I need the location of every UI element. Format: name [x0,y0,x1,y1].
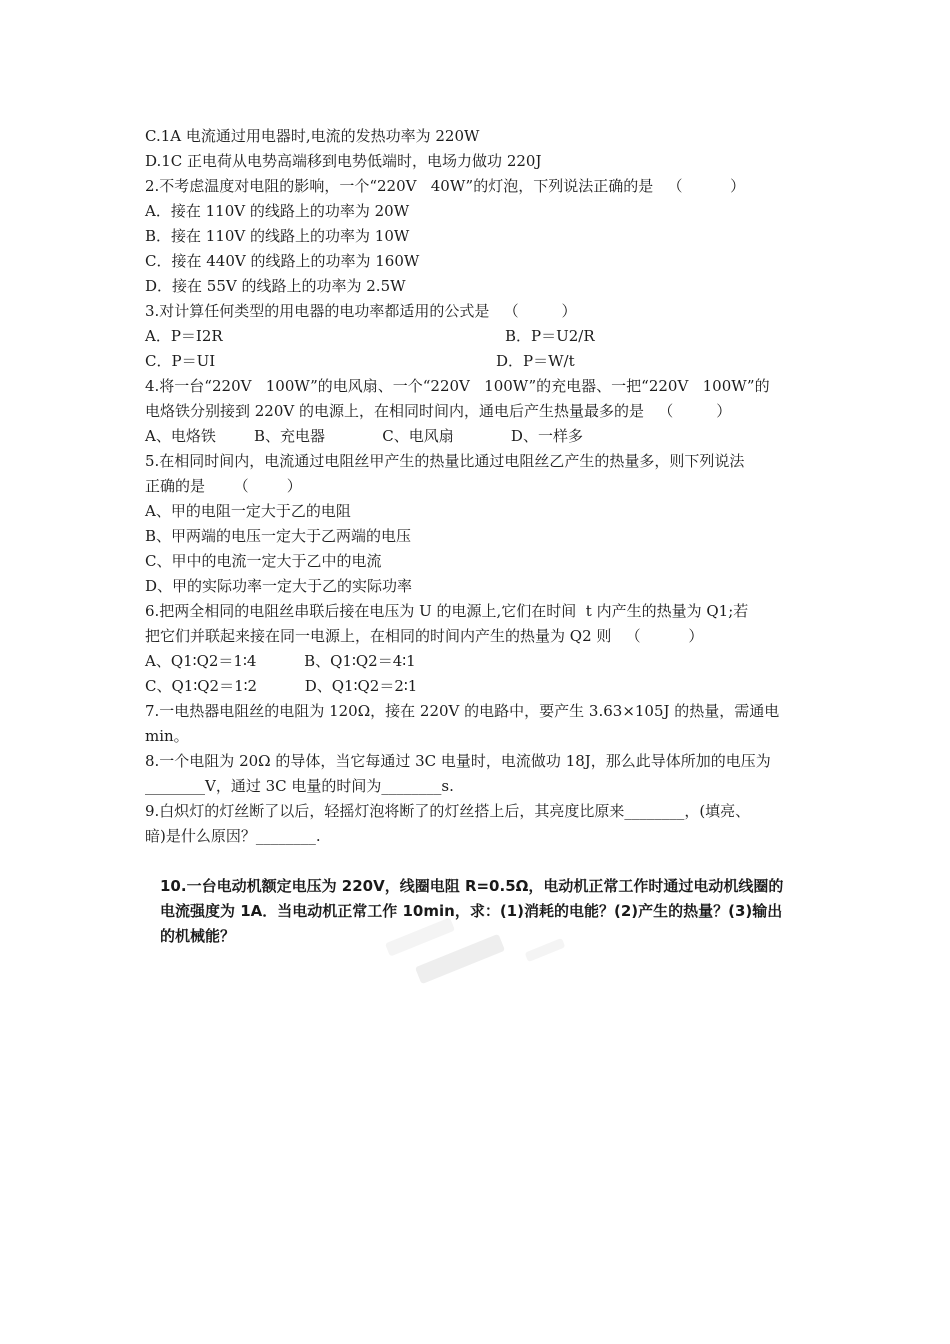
question-3-option-d: D．P＝W/t [496,352,575,370]
question-5-option-d: D、甲的实际功率一定大于乙的实际功率 [145,577,413,595]
question-3-stem: 3.对计算任何类型的用电器的电功率都适用的公式是 （ ） [145,302,577,320]
question-7-stem-line-1: 7.一电热器电阻丝的电阻为 120Ω，接在 220V 的电路中，要产生 3.63×105J 的热量，需通电 [145,702,780,720]
question-2-option-c: C．接在 440V 的线路上的功率为 160W [145,252,420,270]
question-2-option-b: B．接在 110V 的线路上的功率为 10W [145,227,410,245]
question-5-option-b: B、甲两端的电压一定大于乙两端的电压 [145,527,412,545]
question-2-stem: 2.不考虑温度对电阻的影响，一个“220V 40W”的灯泡，下列说法正确的是 （ ） [145,177,746,195]
question-2-option-d: D．接在 55V 的线路上的功率为 2.5W [145,277,406,295]
question-4-stem-line-1: 4.将一台“220V 100W”的电风扇、一个“220V 100W”的充电器、一把“220V 100W”的 [145,377,770,395]
question-10-block [160,874,800,949]
question-7-stem-line-2: min。 [145,727,189,745]
question-1-option-c: C.1A 电流通过用电器时,电流的发热功率为 220W [145,127,480,145]
question-6-options-ab: A、Q1∶Q2＝1∶4 B、Q1∶Q2＝4∶1 [145,652,416,670]
question-5-stem-line-1: 5.在相同时间内，电流通过电阻丝甲产生的热量比通过电阻丝乙产生的热量多，则下列说法 [145,452,745,470]
question-10-line-1: 10.一台电动机额定电压为 220V，线圈电阻 R=0.5Ω，电动机正常工作时通过电动机线圈的 [160,877,784,895]
question-1-option-d: D.1C 正电荷从电势高端移到电势低端时，电场力做功 220J [145,152,542,170]
question-10-line-3: 的机械能？ [160,927,236,945]
question-9-stem-line-2: 暗)是什么原因？________. [145,827,321,845]
question-8-stem-line-2: ________V，通过 3C 电量的时间为________s. [145,777,454,795]
question-5-option-c: C、甲中的电流一定大于乙中的电流 [145,552,382,570]
question-2-option-a: A．接在 110V 的线路上的功率为 20W [145,202,410,220]
question-4-options: A、电烙铁 B、充电器 C、电风扇 D、一样多 [145,427,583,445]
question-6-stem-line-1: 6.把两全相同的电阻丝串联后接在电压为 U 的电源上,它们在时间 t 内产生的热量为 Q1;若 [145,602,749,620]
question-6-options-cd: C、Q1∶Q2＝1∶2 D、Q1∶Q2＝2∶1 [145,677,418,695]
question-9-stem-line-1: 9.白炽灯的灯丝断了以后，轻摇灯泡将断了的灯丝搭上后，其亮度比原来________，(填亮、 [145,802,751,820]
question-5-option-a: A、甲的电阻一定大于乙的电阻 [145,502,351,520]
question-3-option-a: A．P＝I2R [145,327,223,345]
question-10-line-2: 电流强度为 1A．当电动机正常工作 10min，求：(1)消耗的电能？(2)产生的热量？(3)输出 [160,902,783,920]
question-8-stem-line-1: 8.一个电阻为 20Ω 的导体，当它每通过 3C 电量时，电流做功 18J，那么此导体所加的电压为 [145,752,771,770]
question-3-option-b: B．P＝U2/R [505,327,595,345]
question-5-stem-line-2: 正确的是 （ ） [145,477,302,495]
question-4-stem-line-2: 电烙铁分别接到 220V 的电源上，在相同时间内，通电后产生热量最多的是 （ ） [145,402,732,420]
question-6-stem-line-2: 把它们并联起来接在同一电源上，在相同的时间内产生的热量为 Q2 则 （ ） [145,627,704,645]
question-3-option-c: C．P＝UI [145,352,216,370]
